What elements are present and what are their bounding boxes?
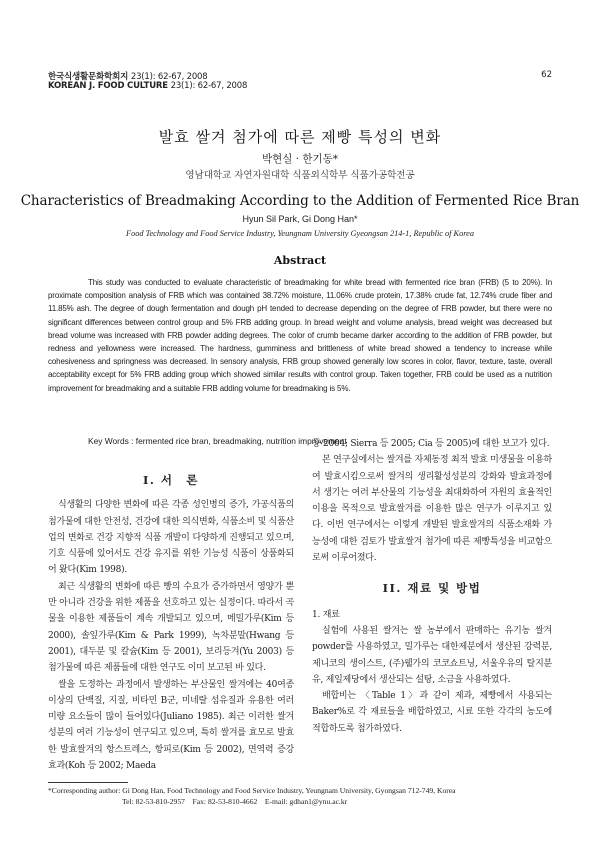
keywords-line <box>88 436 347 446</box>
section-heading-methods: II. 재료 및 방법 <box>382 581 482 596</box>
corresponding-author: *Corresponding author: Gi Dong Han, Food Technology and Food Service Industry, Yeungnam University, Gyongsan 712-749, Korea <box>48 786 456 795</box>
materials-paragraph-2: 배합비는 〈Table 1〉과 같이 제과, 제빵에서 사용되는 Baker%로 각 재료들을 배합하였고, 시료 또한 각각의 농도에 적합하도록 첨가하였다. <box>312 691 552 734</box>
intro-paragraph-1: 식생활의 다양한 변화에 따른 각종 성인병의 증가, 가공식품의 첨가물에 대한 안전성, 건강에 대한 의식변화, 식품소비 및 식품산업의 변화로 건강 지향적 식품 개발이 다양하게 진행되고 있으며, 기호 식품에 있어서도 건강 유지를 위한 기능성 식품이 상품화되어 왔다(Kim 1998). <box>48 500 294 576</box>
materials-paragraph-1: 실험에 사용된 쌀겨는 쌀 농부에서 판매하는 유기농 쌀겨 powder를 사용하였고, 밀가루는 대한제분에서 생산된 강력분, 제니코의 생이스트, (주)웰가의 코코쇼트닝, 서울우유의 탈지분유, 제일제당에서 생산되는 설탕, 소금을 사용하였다. <box>312 625 552 685</box>
page-number: 62 <box>541 70 552 80</box>
journal-title-korean: 한국식생활문화학회지 <box>48 72 129 82</box>
footnote-divider <box>48 782 128 783</box>
korean-affiliation: 영남대학교 자연자원대학 식품외식학부 식품가공학전공 <box>185 170 415 181</box>
keywords-label: Key Words : <box>88 436 134 446</box>
journal-name-english <box>48 81 247 91</box>
keywords-text: fermented rice bran, breadmaking, nutrition improvement <box>135 436 347 446</box>
abstract-body: This study was conducted to evaluate characteristic of breadmaking for white bread with fermented rice bran (FRB) (5 to 20%). In proximate composition analysis of FRB which was contained 38.72% moisture, 11.06% crude protein, 17.38% crude fat, 12.74% crude fiber and 11.85% ash. The degree of dough fermentation and dough pH tended to decrease depending on the degree of FRB powder, but there were no significant differences between control group and 5% FRB adding group. In bread weight and volume analysis, bread weight was decreased but bread volume was increased with FRB powder adding degrees. The color of crumb became darker according to the addition of FRB powder, but redness and yellowness were increased. The hardness, gumminess and brittleness of white bread showed a tendency to increase while cohesiveness and springness was decreased. In sensory analysis, FRB group showed generally low scores in color, flavor, texture, taste, overall acceptability except for 5% FRB adding group which showed similar results with control group. Taken together, FRB could be used as a nutrition improvement for breadmaking and a suitable FRB adding volume for breadmaking is 5%. <box>48 278 552 393</box>
intro-paragraph-4: 본 연구실에서는 쌀겨를 자체동정 최적 발효 미생물을 이용하여 발효시킴으로써 쌀겨의 생리활성성분의 강화와 발효과정에서 생기는 여러 부산물의 기능성을 최대화하여 자원의 효율적인 이용을 목적으로 발효쌀겨를 이용한 많은 연구가 이루지고 있다. 이번 연구에서는 이렇게 개발된 발효쌀겨의 식품소재화 가능성에 대한 검토가 발효쌀겨 첨가에 따른 제빵특성을 비교함으로써 이루어졌다. <box>312 455 552 564</box>
intro-continuation: 등 2004; Sierra 등 2005; Cia 등 2005)에 대한 보고가 있다. <box>312 439 550 449</box>
footnote <box>48 786 552 807</box>
contact-info: Tel: 82-53-810-2957 Fax: 82-53-810-4662 E-mail: gdhan1@ynu.ac.kr <box>122 796 348 806</box>
left-column <box>48 472 294 774</box>
right-column <box>312 436 552 737</box>
journal-title-english: KOREAN J. FOOD CULTURE <box>48 81 168 91</box>
section-heading-introduction: I. 서 론 <box>142 473 200 487</box>
issue-info-english: 23(1): 62-67, 2008 <box>170 81 248 91</box>
subsection-heading-materials: 1. 재료 <box>312 609 340 620</box>
english-authors: Hyun Sil Park, Gi Dong Han* <box>242 214 358 224</box>
intro-paragraph-2: 최근 식생활의 변화에 따른 빵의 수요가 증가하면서 영양가 뿐 만 아니라 건강을 위한 제품을 선호하고 있는 실정이다. 따라서 곡물을 이용한 제품들이 계속 개발되고 있으며, 메밀가루(Kim 등 2000), 솔잎가루(Kim & Park 1999), 녹차분말(Hwang 등 2001), 대두분 및 칼슘(Kim 등 2001), 보리등겨(Yu 2003) 등 첨가물에 따른 제품들에 대한 연구도 이미 보고된 바 있다. <box>48 581 294 674</box>
korean-authors: 박현실 · 한기동* <box>261 153 339 165</box>
abstract-heading: Abstract <box>273 254 327 267</box>
issue-info-korean: 23(1): 62-67, 2008 <box>130 72 208 82</box>
korean-title: 발효 쌀겨 첨가에 따른 제빵 특성의 변화 <box>158 128 442 146</box>
english-affiliation: Food Technology and Food Service Industry, Yeungnam University Gyeongsan 214-1, Republic of Korea <box>126 229 474 238</box>
english-title: Characteristics of Breadmaking According to the Addition of Fermented Rice Bran <box>20 193 580 209</box>
intro-paragraph-3: 쌀을 도정하는 과정에서 발생하는 부산물인 쌀겨에는 40여종 이상의 단백질, 지질, 비타민 B군, 미네랄 섬유질과 유용한 여러 미량 요소들이 많이 들어있다(Juliano 1985). 최근 이러한 쌀겨성분의 여러 기능성이 연구되고 있으며, 특히 쌀겨를 효모로 발효한 발효쌀겨의 항스트레스, 항피로(Kim 등 2002), 면역력 증강효과(Koh 등 2002; Maeda <box>48 679 294 772</box>
